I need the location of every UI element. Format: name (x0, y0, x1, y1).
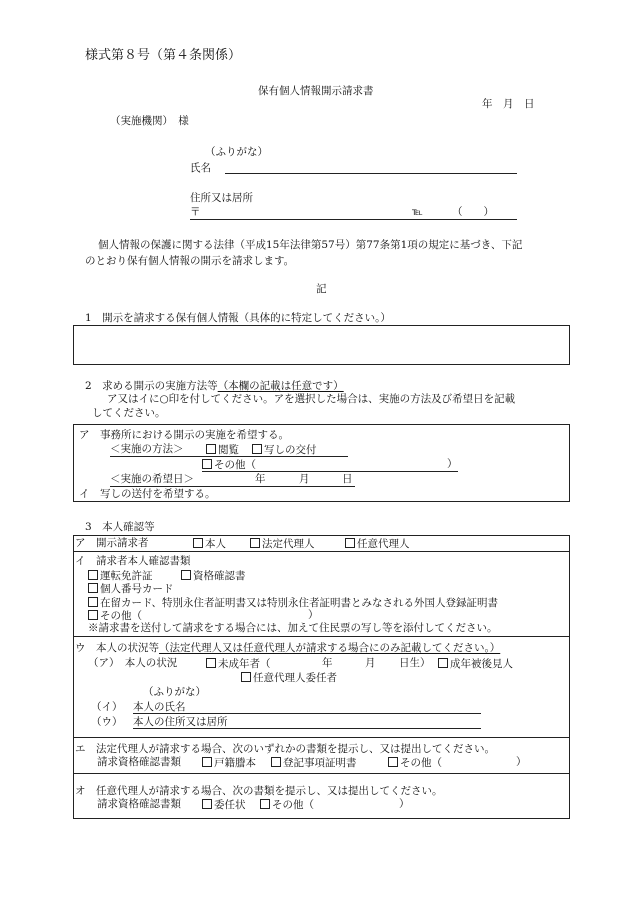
voluntary-agent-docs-title: オ 任意代理人が請求する場合、次の書類を提示し、又は提出してください。 (75, 785, 443, 797)
requester-label: ア 開示請求者 (75, 537, 149, 549)
section3-title: 3 本人確認等 (85, 521, 155, 533)
id-other-checkbox[interactable]: その他（ (88, 610, 142, 622)
legal-registry-checkbox[interactable]: 登記事項証明書 (271, 757, 357, 769)
principal-name-label: 本人の氏名 (133, 701, 186, 713)
section2-title: 2 求める開示の実施方法等（本欄の記載は任意です） (85, 380, 344, 392)
method-other-close: ） (447, 458, 458, 470)
page-title: 保有個人情報開示請求書 (258, 85, 374, 97)
legal-other-close: ） (516, 756, 527, 768)
request-date: 年 月 日 (482, 98, 535, 110)
principal-address-label: 本人の住所又は居所 (133, 716, 228, 728)
principal-name-marker: （イ） (91, 701, 123, 713)
legal-koseki-checkbox[interactable]: 戸籍謄本 (202, 757, 256, 769)
postal-mark: 〒 (190, 206, 201, 218)
option-a-office[interactable]: ア 事務所における開示の実施を希望する。 (79, 429, 289, 441)
method-label: ＜実施の方法＞ (110, 443, 184, 455)
applicant-name-label: 氏名 (190, 162, 211, 174)
id-mynumber-checkbox[interactable]: 個人番号カード (88, 583, 174, 595)
voluntary-other-close: ） (399, 798, 410, 810)
principal-address-marker: （ウ） (91, 716, 123, 728)
id-docs-title: イ 請求者本人確認書類 (75, 555, 191, 567)
date-year: 年 (255, 473, 266, 485)
principal-name-field[interactable] (133, 713, 481, 714)
date-day: 日 (342, 473, 353, 485)
date-field[interactable] (110, 486, 355, 487)
tel-paren: （ ） (452, 206, 494, 218)
principal-adult-ward-checkbox[interactable]: 成年被後見人 (438, 658, 513, 670)
legal-agent-docs-label: 請求資格確認書類 (97, 756, 181, 768)
addressee: （実施機関） 様 (110, 115, 189, 127)
applicant-name-field[interactable] (225, 173, 517, 174)
method-view-checkbox[interactable]: 閲覧 (206, 444, 239, 456)
section2-note-2: してください。 (92, 407, 166, 419)
method-other-checkbox[interactable]: その他（ (202, 459, 256, 471)
date-label: ＜実施の希望日＞ (110, 473, 194, 485)
applicant-address-field[interactable] (190, 219, 517, 220)
id-license-checkbox[interactable]: 運転免許証 (88, 570, 153, 582)
intro-line-1: 個人情報の保護に関する法律（平成15年法律第57号）第77条第1項の規定に基づき、下記 (98, 239, 523, 251)
principal-birth-month: 月 (365, 657, 376, 669)
intro-line-2: のとおり保有個人情報の開示を請求します。 (85, 255, 295, 267)
principal-furigana-label: （ふりがな） (143, 686, 206, 698)
ki-marker: 記 (316, 283, 327, 295)
option-b-mail[interactable]: イ 写しの送付を希望する。 (79, 488, 216, 500)
principal-delegator-checkbox[interactable]: 任意代理人委任者 (241, 672, 337, 684)
method-other-field[interactable] (202, 471, 458, 472)
id-docs-note: ※請求書を送付して請求をする場合には、加えて住民票の写し等を添付してください。 (88, 622, 498, 634)
legal-agent-docs-title: エ 法定代理人が請求する場合、次のいずれかの書類を提示し、又は提出してください。 (75, 743, 495, 755)
date-month: 月 (299, 473, 310, 485)
section1-input-box[interactable] (73, 325, 570, 365)
applicant-address-label: 住所又は居所 (190, 192, 253, 204)
method-copy-checkbox[interactable]: 写しの交付 (252, 444, 317, 456)
form-number: 様式第８号（第４条関係） (85, 48, 242, 63)
section1-title: 1 開示を請求する保有個人情報（具体的に特定してください。） (85, 312, 391, 324)
applicant-furigana-label: （ふりがな） (205, 146, 268, 158)
requester-voluntary-checkbox[interactable]: 任意代理人 (345, 538, 410, 550)
voluntary-other-checkbox[interactable]: その他（ (260, 799, 314, 811)
principal-minor-checkbox[interactable]: 未成年者（ (206, 658, 271, 670)
requester-self-checkbox[interactable]: 本人 (193, 538, 226, 550)
requester-legal-checkbox[interactable]: 法定代理人 (250, 538, 315, 550)
method-underline (110, 456, 348, 457)
id-other-close: ） (308, 609, 319, 621)
id-residence-checkbox[interactable]: 在留カード、特別永住者証明書又は特別永住者証明書とみなされる外国人登録証明書 (88, 597, 498, 609)
principal-status-label: （ア） 本人の状況 (88, 657, 178, 669)
id-qualification-checkbox[interactable]: 資格確認書 (181, 570, 246, 582)
voluntary-agent-docs-label: 請求資格確認書類 (97, 798, 181, 810)
legal-other-checkbox[interactable]: その他（ (388, 757, 442, 769)
tel-label: ℡ (412, 207, 423, 218)
voluntary-poa-checkbox[interactable]: 委任状 (202, 799, 246, 811)
principal-birth-day: 日生） (399, 657, 431, 669)
principal-address-field[interactable] (133, 728, 481, 729)
principal-birth-year: 年 (322, 657, 333, 669)
section2-note-1: ア又はイに○印を付してください。アを選択した場合は、実施の方法及び希望日を記載 (107, 393, 516, 405)
principal-status-title: ウ 本人の状況等（法定代理人又は任意代理人が請求する場合にのみ記載してください。） (75, 642, 501, 654)
